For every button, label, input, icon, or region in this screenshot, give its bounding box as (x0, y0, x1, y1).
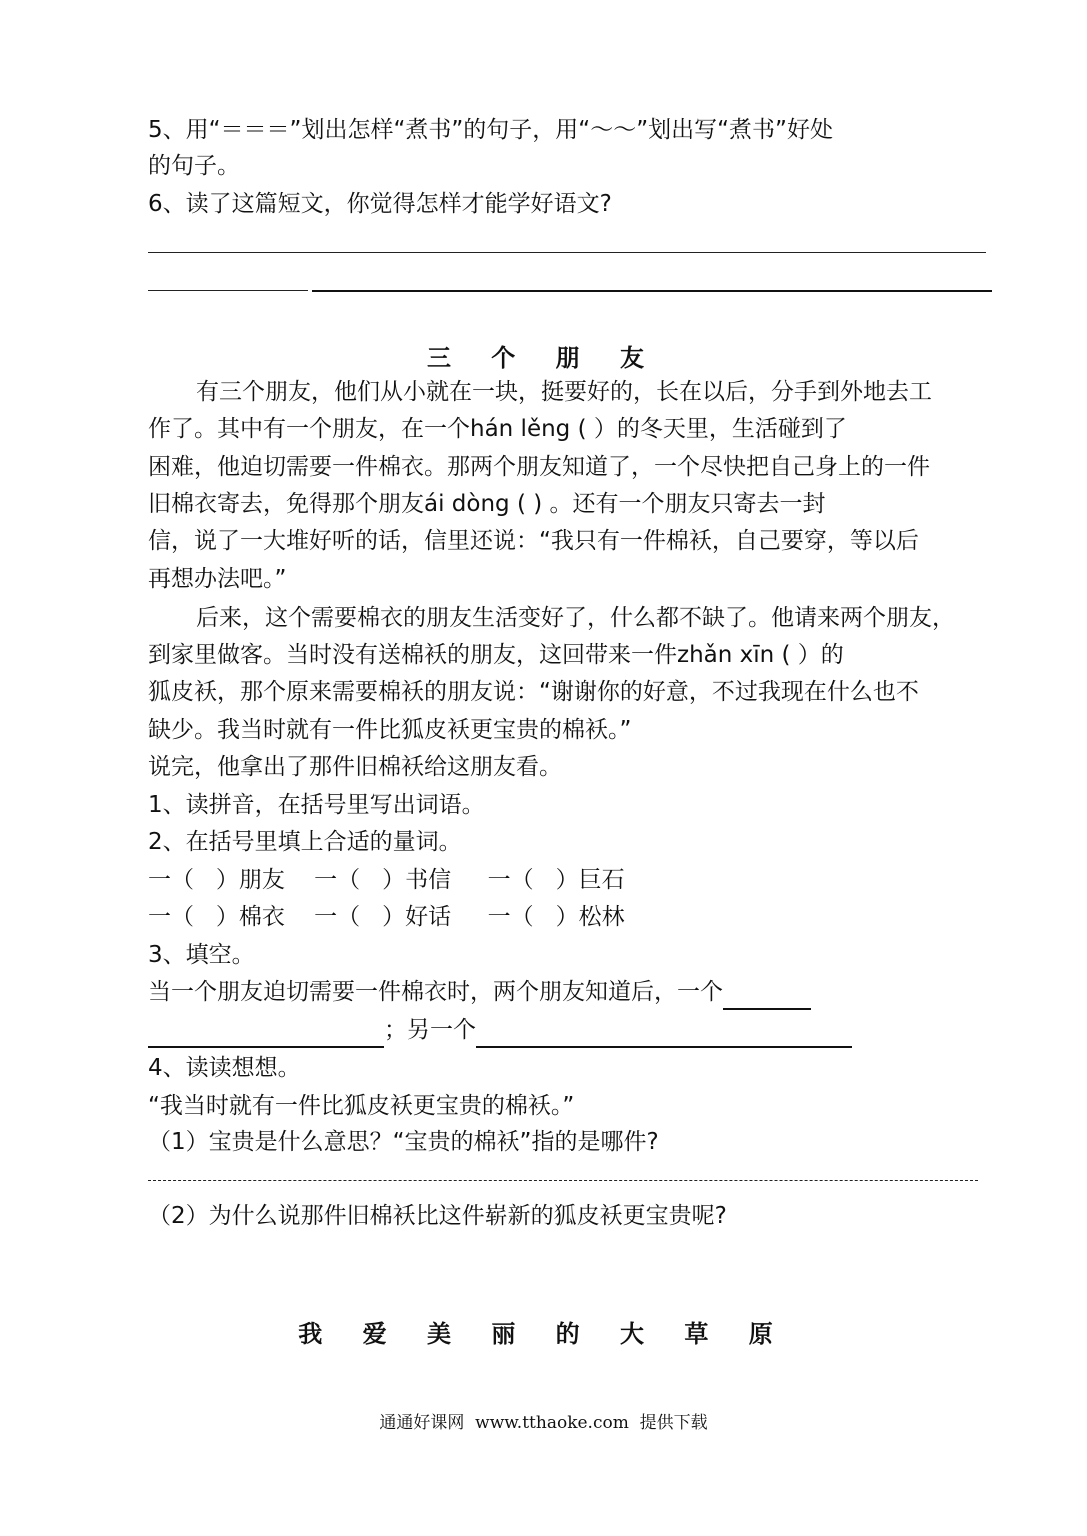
answer-line-2a (148, 290, 308, 291)
question-4-2: （2）为什么说那件旧棉袄比这件崭新的狐皮袄更宝贵呢? (148, 1203, 727, 1229)
story-line-4: 旧棉衣寄去，免得那个朋友ái dòng ( ) 。还有一个朋友只寄去一封 (148, 491, 826, 517)
question-6: 6、读了这篇短文，你觉得怎样才能学好语文? (148, 191, 612, 217)
answer-line-2b (312, 290, 992, 292)
fill-blank-1[interactable] (723, 982, 811, 1010)
story-line-5: 信，说了一大堆好听的话，信里还说：“我只有一件棉袄，自己要穿，等以后 (148, 528, 919, 554)
question-3: 3、填空。 (148, 942, 255, 968)
story-line-3: 困难，他迫切需要一件棉衣。那两个朋友知道了，一个尽快把自己身上的一件 (148, 454, 930, 480)
question-4: 4、读读想想。 (148, 1055, 301, 1081)
story-line-10: 缺少。我当时就有一件比狐皮袄更宝贵的棉袄。” (148, 717, 632, 743)
fill-blank-3[interactable] (476, 1020, 852, 1048)
fill-blank-2[interactable] (148, 1020, 384, 1048)
question-3-text-a: 当一个朋友迫切需要一件棉衣时，两个朋友知道后，一个 (148, 979, 723, 1005)
story-line-1: 有三个朋友，他们从小就在一块，挺要好的，长在以后，分手到外地去工 (196, 379, 932, 405)
question-2: 2、在括号里填上合适的量词。 (148, 829, 462, 855)
story-line-7: 后来，这个需要棉衣的朋友生活变好了，什么都不缺了。他请来两个朋友， (196, 605, 955, 631)
next-section-title: 我 爱 美 丽 的 大 草 原 (298, 1320, 789, 1348)
question-5-line-2: 的句子。 (148, 153, 240, 179)
question-3-fill-line-2 (148, 1012, 852, 1048)
story-line-2: 作了。其中有一个朋友，在一个hán lěng ( ）的冬天里，生活碰到了 (148, 416, 847, 442)
question-5-line-1: 5、用“＝＝＝”划出怎样“煮书”的句子，用“～～”划出写“煮书”好处 (148, 117, 833, 143)
question-1: 1、读拼音，在括号里写出词语。 (148, 792, 485, 818)
story-title: 三 个 朋 友 (426, 344, 661, 372)
dashed-answer-line (148, 1180, 978, 1181)
story-line-8: 到家里做客。当时没有送棉袄的朋友，这回带来一件zhǎn xīn ( ）的 (148, 642, 844, 668)
question-4-quote: “我当时就有一件比狐皮袄更宝贵的棉袄。” (148, 1093, 575, 1119)
story-line-11: 说完，他拿出了那件旧棉袄给这朋友看。 (148, 754, 562, 780)
question-4-1: （1）宝贵是什么意思？“宝贵的棉袄”指的是哪件? (148, 1129, 659, 1155)
page-footer: 通通好课网 www.tthaoke.com 提供下载 (379, 1413, 708, 1433)
story-line-9: 狐皮袄，那个原来需要棉袄的朋友说：“谢谢你的好意，不过我现在什么也不 (148, 679, 919, 705)
measure-word-row-1: 一（ ）朋友 一（ ）书信 一（ ）巨石 (148, 867, 625, 893)
question-3-fill-line-1 (148, 974, 811, 1010)
story-line-6: 再想办法吧。” (148, 566, 287, 592)
measure-word-row-2: 一（ ）棉衣 一（ ）好话 一（ ）松林 (148, 904, 625, 930)
question-3-text-b: ；另一个 (384, 1017, 476, 1043)
answer-line-1 (148, 252, 986, 253)
